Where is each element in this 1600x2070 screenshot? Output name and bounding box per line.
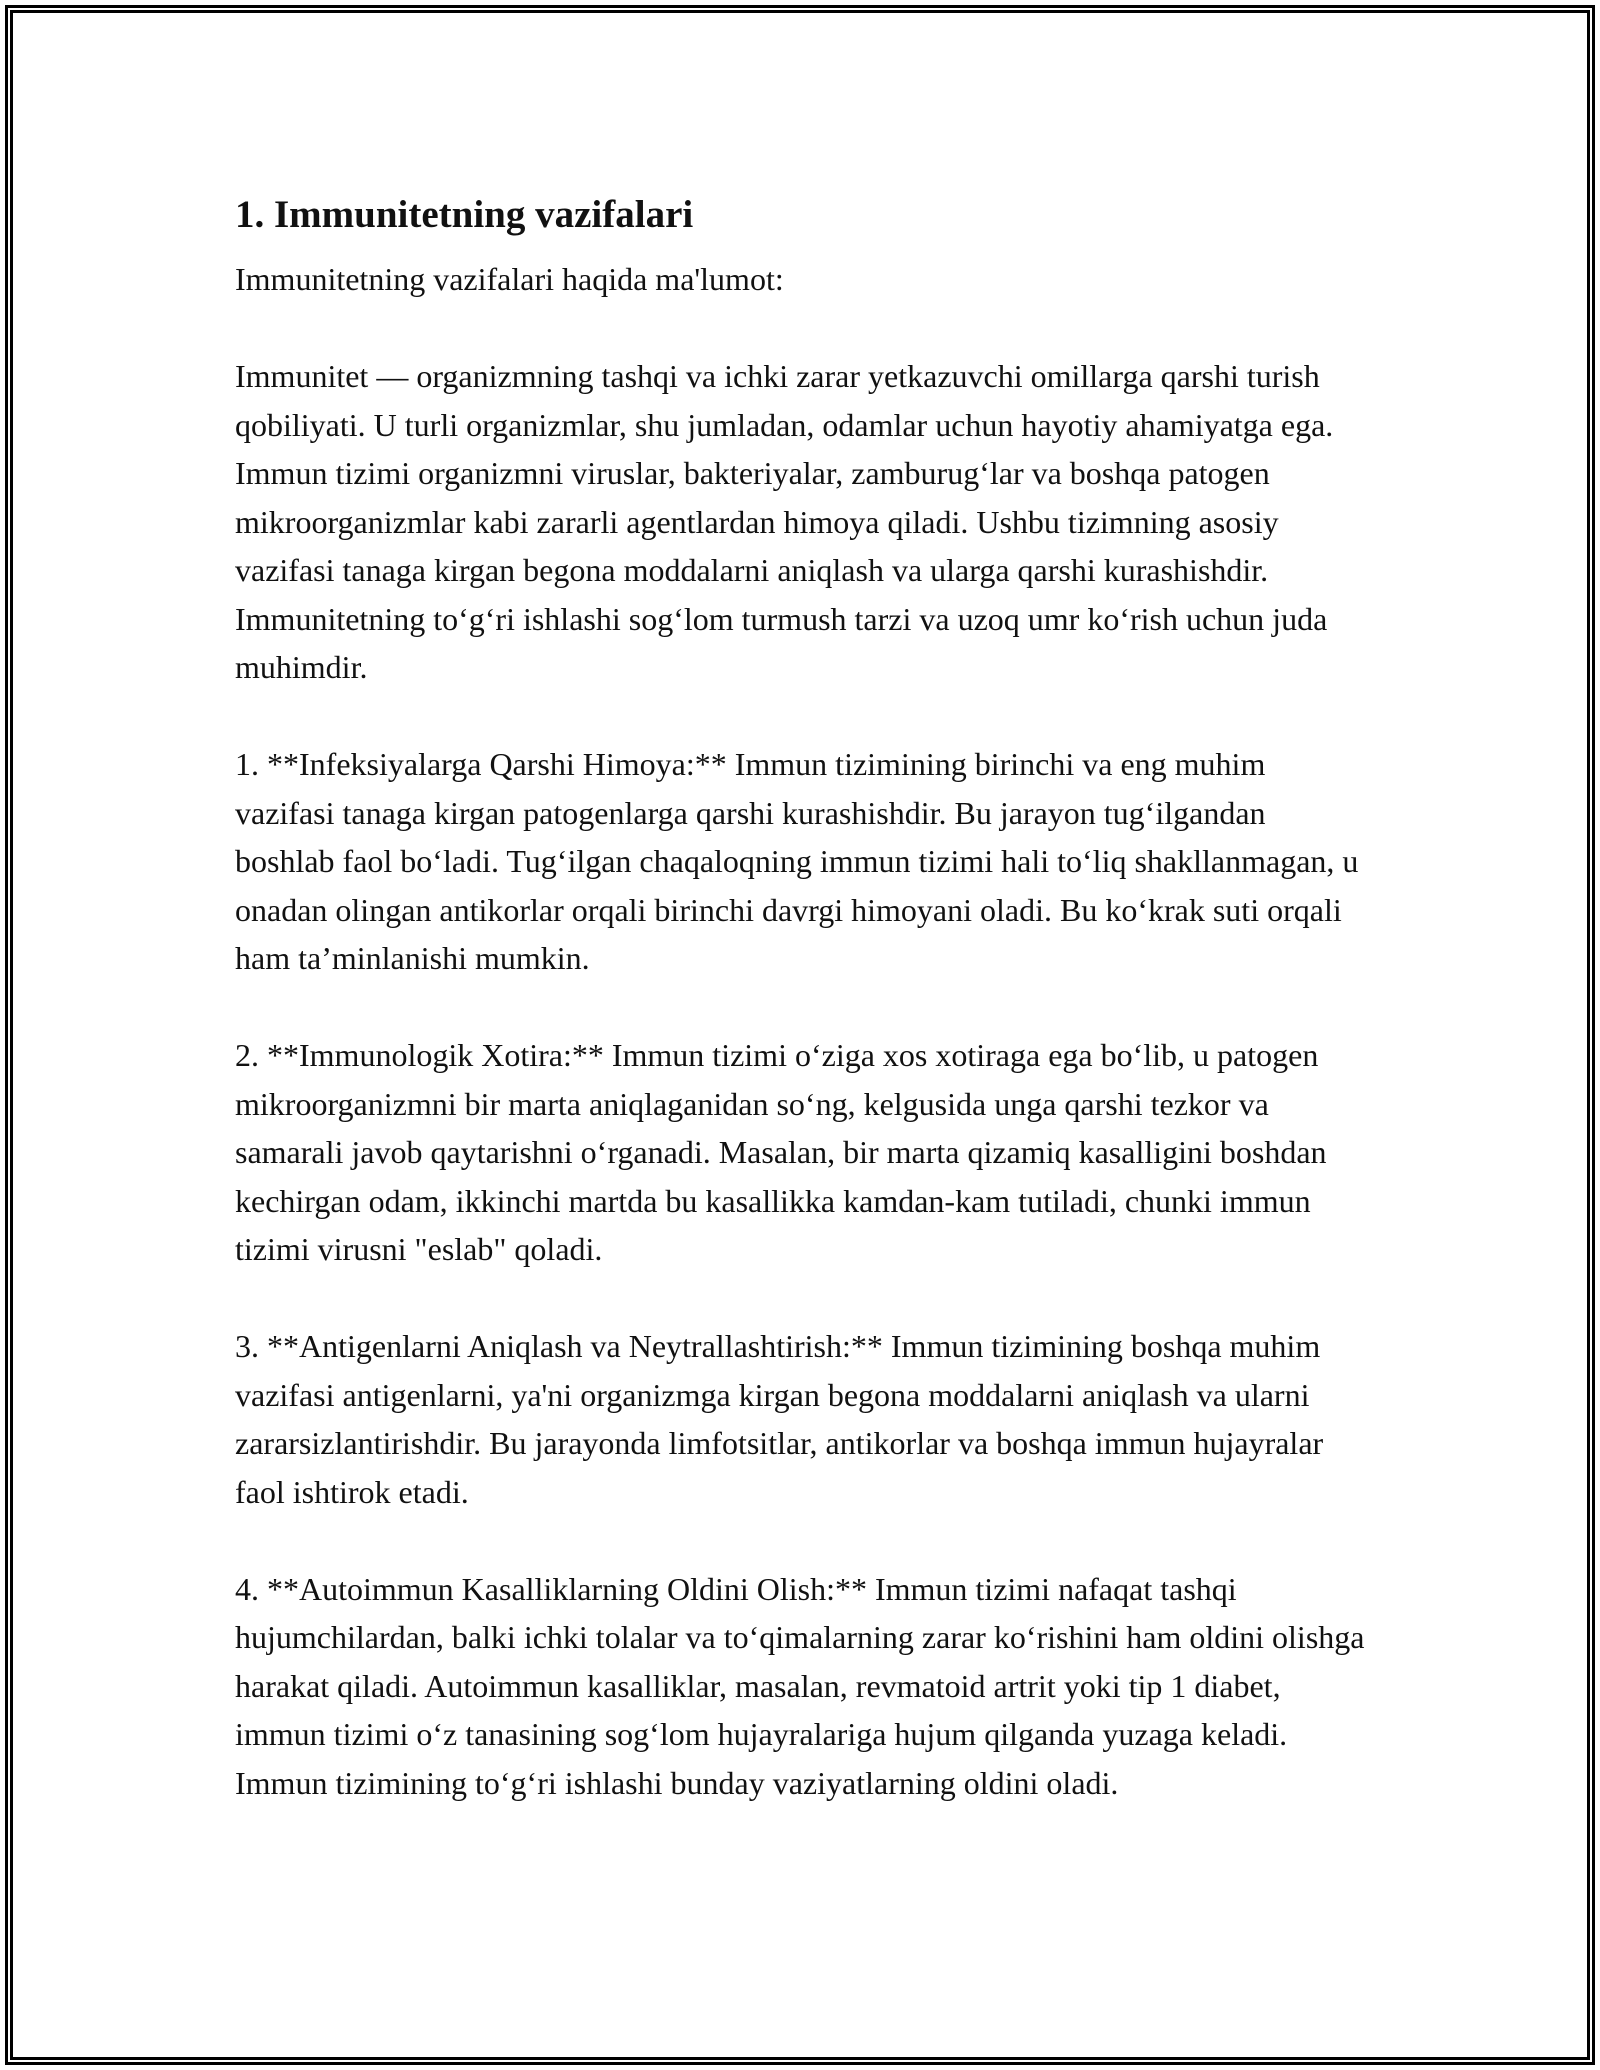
document-body xyxy=(235,185,1370,1807)
paragraph-item-4: 4. **Autoimmun Kasalliklarning Oldini Olish:** Immun tizimi nafaqat tashqi hujumchilardan, balki ichki tolalar va to‘qimalarning zarar ko‘rishini ham oldini olishga harakat qiladi. Autoimmun kasalliklar, masalan, revmatoid artrit yoki tip 1 diabet, immun tizimi o‘z tanasining sog‘lom hujayralariga hujum qilganda yuzaga keladi. Immun tizimining to‘g‘ri ishlashi bunday vaziyatlarning oldini oladi. xyxy=(235,1570,1365,1801)
paragraph-intro: Immunitet — organizmning tashqi va ichki zarar yetkazuvchi omillarga qarshi turish qobiliyati. U turli organizmlar, shu jumladan, odamlar uchun hayotiy ahamiyatga ega. Immun tizimi organizmni viruslar, bakteriyalar, zamburug‘lar va boshqa patogen mikroorganizmlar kabi zararli agentlardan himoya qiladi. Ushbu tizimning asosiy vazifasi tanaga kirgan begona moddalarni aniqlash va ularga qarshi kurashishdir. Immunitetning to‘g‘ri ishlashi sog‘lom turmush tarzi va uzoq umr ko‘rish uchun juda muhimdir. xyxy=(235,358,1334,685)
paragraph-item-1: 1. **Infeksiyalarga Qarshi Himoya:** Immun tizimining birinchi va eng muhim vazifasi tanaga kirgan patogenlarga qarshi kurashishdir. Bu jarayon tug‘ilgandan boshlab faol bo‘ladi. Tug‘ilgan chaqaloqning immun tizimi hali to‘liq shakllanmagan, u onadan olingan antikorlar orqali birinchi davrgi himoyani oladi. Bu ko‘krak suti orqali ham ta’minlanishi mumkin. xyxy=(235,746,1359,976)
document-title: 1. Immunitetning vazifalari xyxy=(235,193,694,236)
paragraph-item-2: 2. **Immunologik Xotira:** Immun tizimi o‘ziga xos xotiraga ega bo‘lib, u patogen mikroorganizmni bir marta aniqlaganidan so‘ng, kelgusida unga qarshi tezkor va samarali javob qaytarishni o‘rganadi. Masalan, bir marta qizamiq kasalligini boshdan kechirgan odam, ikkinchi martda bu kasallikka kamdan-kam tutiladi, chunki immun tizimi virusni "eslab" qoladi. xyxy=(235,1037,1327,1267)
document-subtitle: Immunitetning vazifalari haqida ma'lumot: xyxy=(235,261,784,297)
paragraph-item-3: 3. **Antigenlarni Aniqlash va Neytrallashtirish:** Immun tizimining boshqa muhim vazifasi antigenlarni, ya'ni organizmga kirgan begona moddalarni aniqlash va ularni zararsizlantirishdir. Bu jarayonda limfotsitlar, antikorlar va boshqa immun hujayralar faol ishtirok etadi. xyxy=(235,1328,1324,1510)
